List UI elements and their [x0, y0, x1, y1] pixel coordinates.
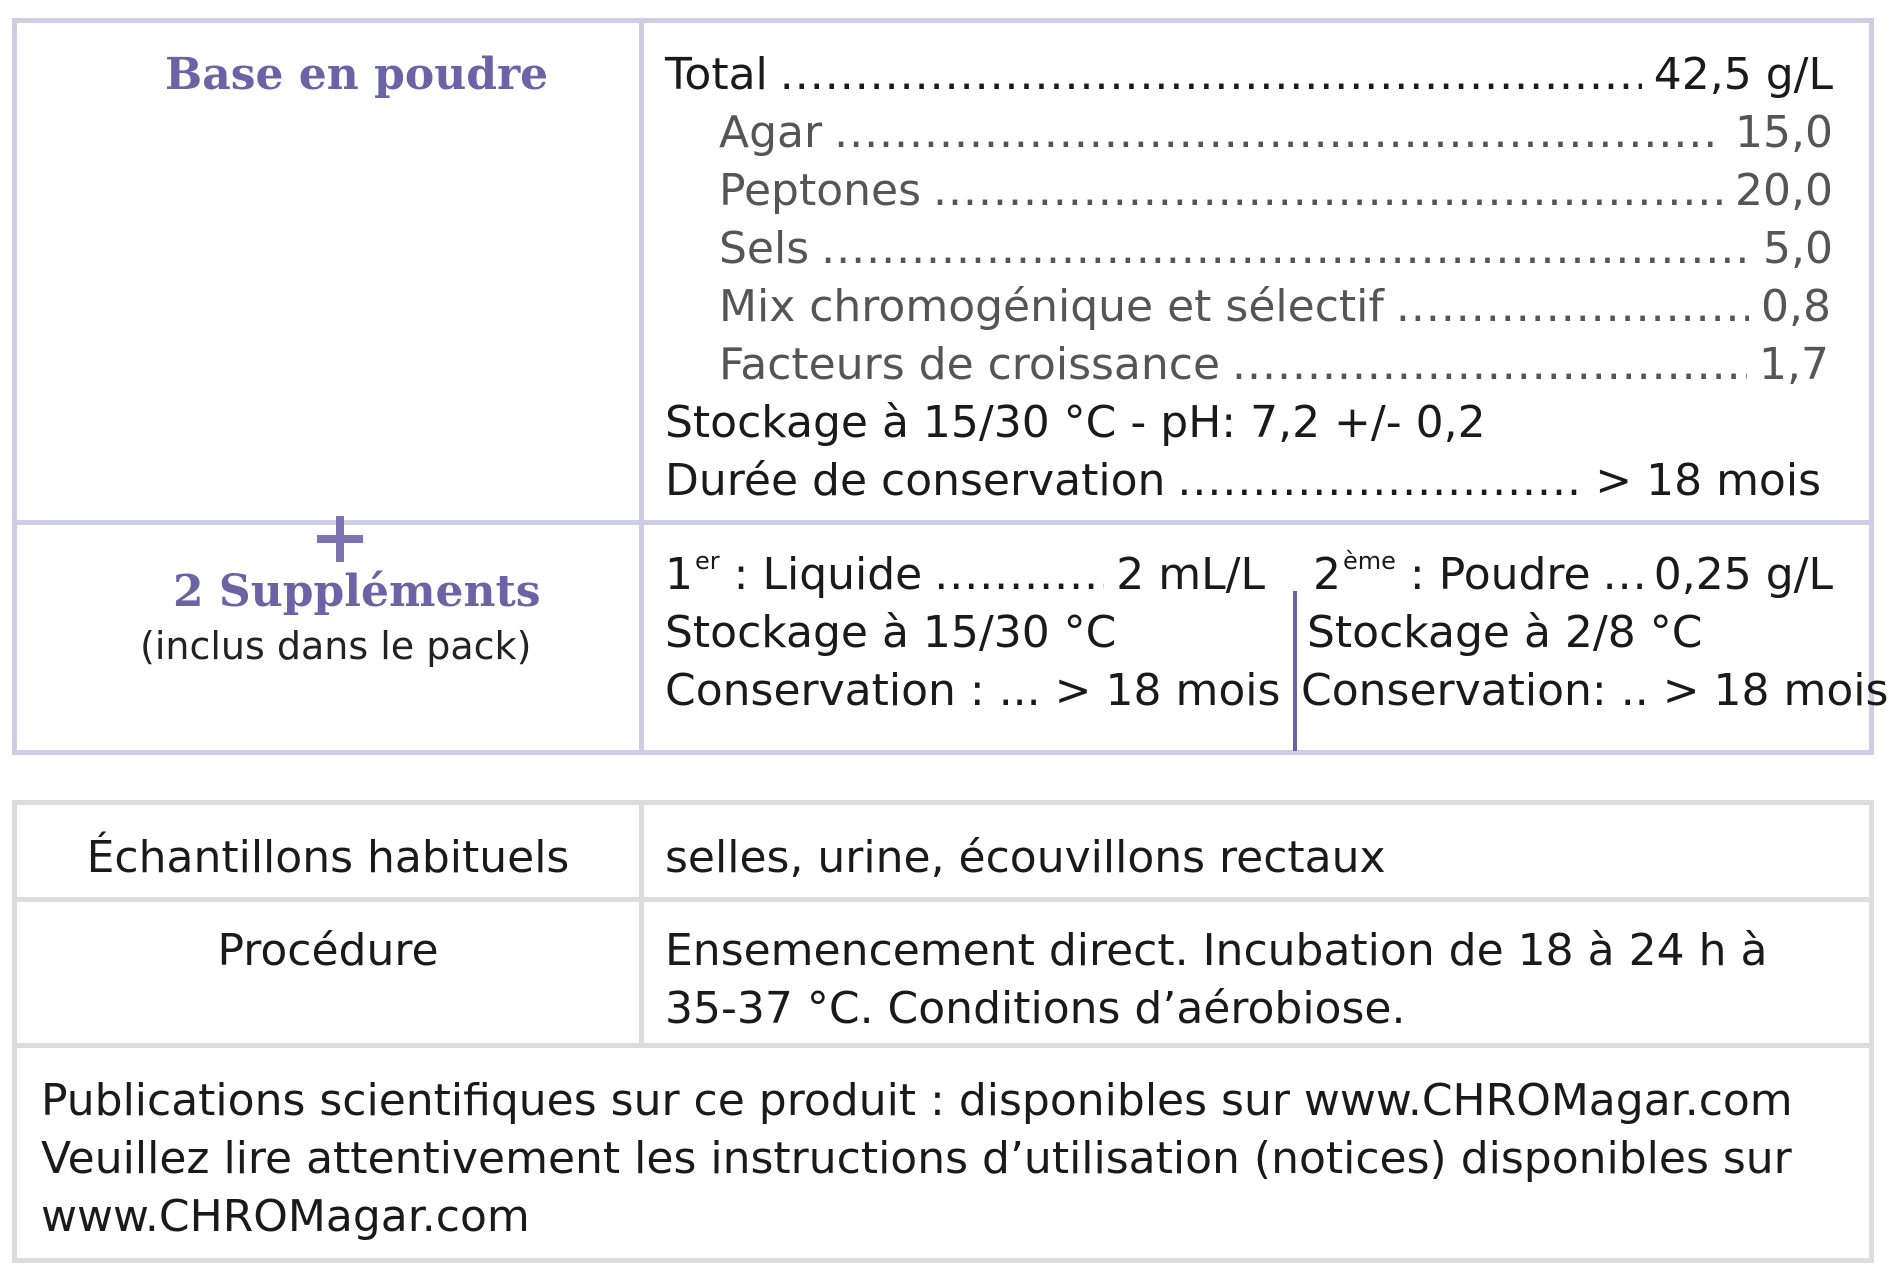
- supplement1-name: : Liquide: [733, 549, 923, 600]
- plus-icon: [317, 516, 363, 562]
- supplement2-amount: 0,25 g/L: [1653, 549, 1833, 600]
- samples-label: Échantillons habituels: [86, 832, 570, 883]
- ingredient-value: 0,8: [1761, 281, 1831, 332]
- ingredient-label: Mix chromogénique et sélectif: [719, 281, 1384, 332]
- leader-dots: [1177, 455, 1583, 506]
- procedure-text-line1: Ensemencement direct. Incubation de 18 à 24 h à: [665, 925, 1768, 976]
- shelf-life-label: Durée de conservation: [665, 455, 1166, 506]
- ingredient-row: [719, 281, 1831, 332]
- procedure-text-line2: 35-37 °C. Conditions d’aérobiose.: [665, 983, 1406, 1034]
- leader-dots: [1396, 281, 1749, 332]
- leader-dots: [1232, 339, 1747, 390]
- supplements-note: (inclus dans le pack): [140, 624, 532, 668]
- samples-value: selles, urine, écouvillons rectaux: [665, 832, 1386, 883]
- composition-table: [12, 18, 1889, 755]
- shelf-life-value: > 18 mois: [1595, 455, 1821, 506]
- ingredient-row: [719, 165, 1833, 216]
- leader-dots: [821, 223, 1751, 274]
- ingredient-value: 1,7: [1759, 339, 1829, 390]
- footer-line1: Publications scientifiques sur ce produit : disponibles sur www.CHROMagar.com: [41, 1075, 1793, 1126]
- total-row: [665, 49, 1833, 100]
- leader-dots: [1603, 549, 1642, 600]
- supplement2-name: : Poudre: [1409, 549, 1591, 600]
- procedure-label: Procédure: [217, 925, 439, 976]
- row-divider: [17, 897, 1869, 902]
- row-divider: [17, 520, 1869, 525]
- supplement1-row: [665, 549, 1265, 600]
- supplement1-number: 1: [665, 549, 693, 600]
- ingredient-row: [719, 339, 1829, 390]
- column-divider: [639, 805, 644, 1043]
- supplement2-conservation-label: Conservation: ..: [1301, 665, 1649, 716]
- supplement2-ordinal: ème: [1343, 547, 1396, 575]
- supplement1-ordinal: er: [695, 547, 720, 575]
- ingredient-value: 15,0: [1735, 107, 1833, 158]
- supplement2-conservation: [1301, 665, 1888, 716]
- info-table: [12, 800, 1874, 1263]
- supplement-divider: [1293, 591, 1297, 751]
- leader-dots: [834, 107, 1723, 158]
- column-divider: [639, 23, 644, 750]
- storage-ph-line: Stockage à 15/30 °C - pH: 7,2 +/- 0,2: [665, 397, 1486, 448]
- leader-dots: [780, 49, 1642, 100]
- supplement2-conservation-value: > 18 mois: [1662, 665, 1889, 716]
- supplements-title: 2 Suppléments: [173, 566, 541, 617]
- total-label: Total: [665, 49, 768, 100]
- ingredient-label: Agar: [719, 107, 823, 158]
- ingredient-label: Sels: [719, 223, 810, 274]
- footer-line3: www.CHROMagar.com: [41, 1191, 530, 1242]
- supplement1-amount: 2 mL/L: [1116, 549, 1265, 600]
- leader-dots: [934, 549, 1104, 600]
- supplement2-row: [1313, 549, 1833, 600]
- row-divider: [17, 1043, 1869, 1048]
- base-title: Base en poudre: [165, 49, 549, 100]
- ingredient-label: Peptones: [719, 165, 922, 216]
- supplement1-storage: Stockage à 15/30 °C: [665, 607, 1117, 658]
- supplement1-label: [665, 549, 922, 600]
- shelf-life-row: [665, 455, 1821, 506]
- supplement1-conservation-label: Conservation : ...: [665, 665, 1041, 716]
- ingredient-row: [719, 107, 1833, 158]
- supplement2-number: 2: [1313, 549, 1341, 600]
- ingredient-value: 5,0: [1763, 223, 1833, 274]
- supplement2-storage: Stockage à 2/8 °C: [1307, 607, 1703, 658]
- supplement1-conservation-value: > 18 mois: [1054, 665, 1281, 716]
- leader-dots: [933, 165, 1723, 216]
- supplement2-label: [1313, 549, 1591, 600]
- ingredient-row: [719, 223, 1833, 274]
- supplement1-conservation: [665, 665, 1280, 716]
- footer-line2: Veuillez lire attentivement les instructions d’utilisation (notices) disponibles sur: [41, 1133, 1792, 1184]
- ingredient-value: 20,0: [1735, 165, 1833, 216]
- total-value: 42,5 g/L: [1653, 49, 1833, 100]
- ingredient-label: Facteurs de croissance: [719, 339, 1221, 390]
